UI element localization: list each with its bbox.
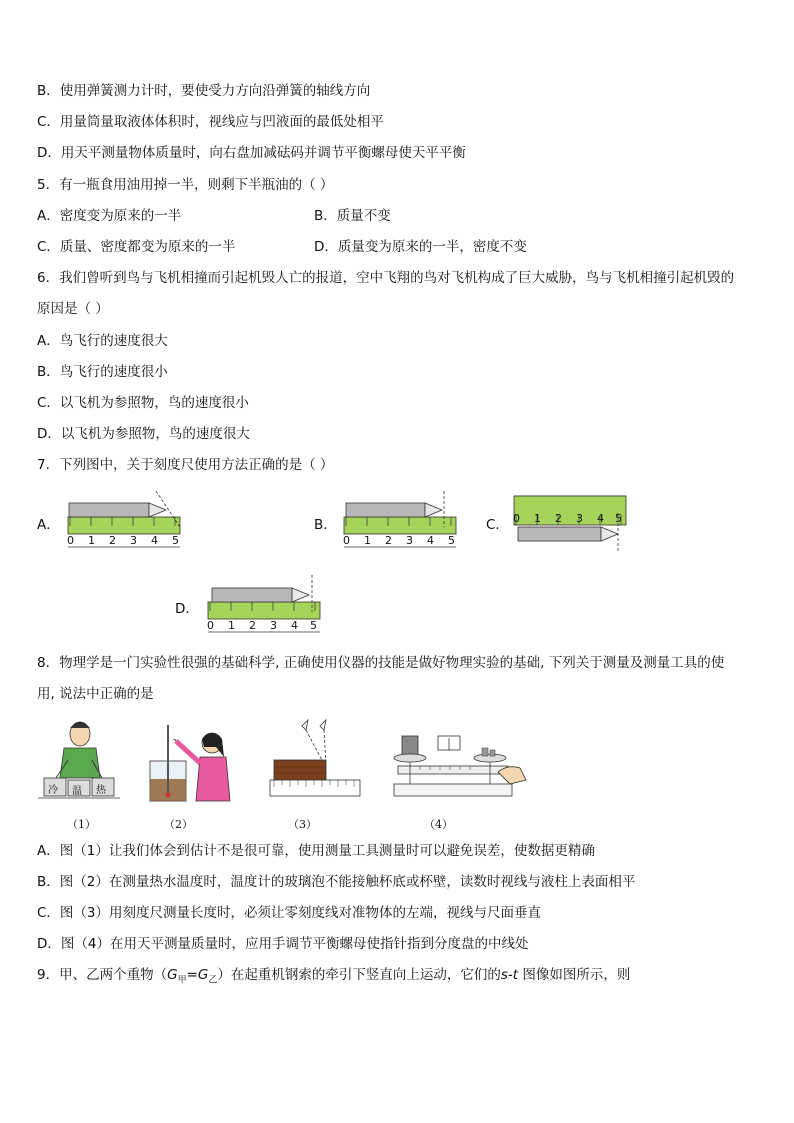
q9-text-middle: ）在起重机钢索的牵引下竖直向上运动，它们的	[217, 967, 501, 983]
tick-label: 2	[385, 534, 392, 547]
tick-label: 3	[270, 619, 277, 632]
tick-label: 5	[615, 512, 622, 525]
tick-label: 1	[534, 512, 541, 525]
tick-label: 5	[448, 534, 455, 547]
ruler-figure-a	[66, 487, 186, 552]
ruler-figure-b	[342, 487, 462, 552]
tick-label: 1	[228, 619, 235, 632]
q8-option-c: C．图（3）用刻度尺测量长度时，必须让零刻度线对准物体的左端，视线与尺面垂直	[37, 905, 542, 921]
q8-figure-4-balance	[390, 728, 530, 804]
q7-option-b-label: B．	[314, 517, 337, 533]
question-6-cont: 原因是（ ）	[37, 301, 109, 317]
pencil	[212, 588, 309, 602]
q6-option-c: C．以飞机为参照物，鸟的速度很小	[37, 395, 249, 411]
question-5: 5．有一瓶食用油用掉一半，则剩下半瓶油的（ ）	[37, 177, 334, 193]
ruler-body	[344, 517, 456, 534]
tick-label: 2	[555, 512, 562, 525]
q8-caption-1: （1）	[67, 818, 96, 831]
option-b-spring-scale: B．使用弹簧测力计时，要使受力方向沿弹簧的轴线方向	[37, 83, 371, 99]
q8-caption-3: （3）	[288, 818, 317, 831]
q8-option-b: B．图（2）在测量热水温度时，温度计的玻璃泡不能接触杯底或杯壁，读数时视线与液柱上表面相平	[37, 874, 636, 890]
tick-label: 5	[310, 619, 317, 632]
q8-figure-2-thermometer	[146, 723, 238, 805]
ruler-body	[208, 602, 320, 619]
q7-option-c-label: C．	[486, 517, 509, 533]
tick-label: 4	[151, 534, 158, 547]
pencil	[346, 503, 442, 517]
tick-label: 4	[597, 512, 604, 525]
q9-sub-jia: 甲	[177, 975, 187, 986]
question-8-cont: 用, 说法中正确的是	[37, 686, 154, 702]
tick-label: 1	[88, 534, 95, 547]
q8-option-a: A．图（1）让我们体会到估计不是很可靠，使用测量工具测量时可以避免误差，使数据更精确	[37, 843, 595, 859]
q6-option-a: A．鸟飞行的速度很大	[37, 333, 168, 349]
tick-label: 5	[172, 534, 179, 547]
question-7: 7．下列图中，关于刻度尺使用方法正确的是（ ）	[37, 457, 334, 473]
q5-option-b: B．质量不变	[314, 208, 391, 224]
tick-label: 3	[576, 512, 583, 525]
q9-text-end: 图像如图所示，则	[518, 967, 631, 983]
basin-label-hot: 热	[96, 785, 106, 796]
tick-label: 0	[343, 534, 350, 547]
q8-caption-2: （2）	[164, 818, 193, 831]
tick-label: 4	[427, 534, 434, 547]
q9-sub-yi: 乙	[208, 975, 218, 986]
pencil	[69, 503, 166, 517]
q7-option-d-label: D．	[175, 601, 199, 617]
tick-label: 0	[513, 512, 520, 525]
q6-option-b: B．鸟飞行的速度很小	[37, 364, 168, 380]
ruler-body	[514, 496, 626, 525]
q8-figure-3-ruler-block	[268, 716, 364, 804]
q5-option-a: A．密度变为原来的一半	[37, 208, 182, 224]
tick-label: 1	[364, 534, 371, 547]
q5-option-c: C．质量、密度都变为原来的一半	[37, 239, 236, 255]
tick-label: 2	[249, 619, 256, 632]
tick-label: 3	[406, 534, 413, 547]
q9-text-start: 9．甲、乙两个重物（	[37, 967, 168, 983]
tick-label: 0	[67, 534, 74, 547]
q8-caption-4: （4）	[424, 818, 453, 831]
q9-equals-g: =G	[186, 967, 209, 983]
ruler-figure-c	[512, 493, 632, 553]
tick-label: 2	[109, 534, 116, 547]
question-6: 6．我们曾听到鸟与飞机相撞而引起机毁人亡的报道，空中飞翔的鸟对飞机构成了巨大威胁，鸟与飞机相撞引起机毁的	[37, 270, 735, 286]
q8-figure-1-hands-in-water	[38, 716, 120, 808]
q8-option-d: D．图（4）在用天平测量质量时，应用手调节平衡螺母使指针指到分度盘的中线处	[37, 936, 529, 952]
ruler-body	[68, 517, 180, 534]
basin-label-cold: 冷	[48, 785, 58, 796]
tick-label: 3	[130, 534, 137, 547]
question-8: 8．物理学是一门实验性很强的基础科学, 正确使用仪器的技能是做好物理实验的基础, 下列关于测量及测量工具的使	[37, 655, 725, 671]
q9-st-symbol: s-t	[500, 967, 519, 983]
q9-g-symbol: G	[167, 967, 178, 983]
option-c-graduated-cylinder: C．用量筒量取液体体积时，视线应与凹液面的最低处相平	[37, 114, 384, 130]
tick-label: 4	[291, 619, 298, 632]
option-d-balance: D．用天平测量物体质量时，向右盘加减砝码并调节平衡螺母使天平平衡	[37, 145, 466, 161]
ruler-figure-d	[206, 572, 326, 637]
q7-option-a-label: A．	[37, 517, 60, 533]
question-9	[37, 965, 630, 991]
tick-label: 0	[207, 619, 214, 632]
basin-label-warm: 温	[72, 786, 82, 797]
q6-option-d: D．以飞机为参照物，鸟的速度很大	[37, 426, 250, 442]
q5-option-d: D．质量变为原来的一半，密度不变	[314, 239, 527, 255]
pencil	[518, 527, 618, 541]
